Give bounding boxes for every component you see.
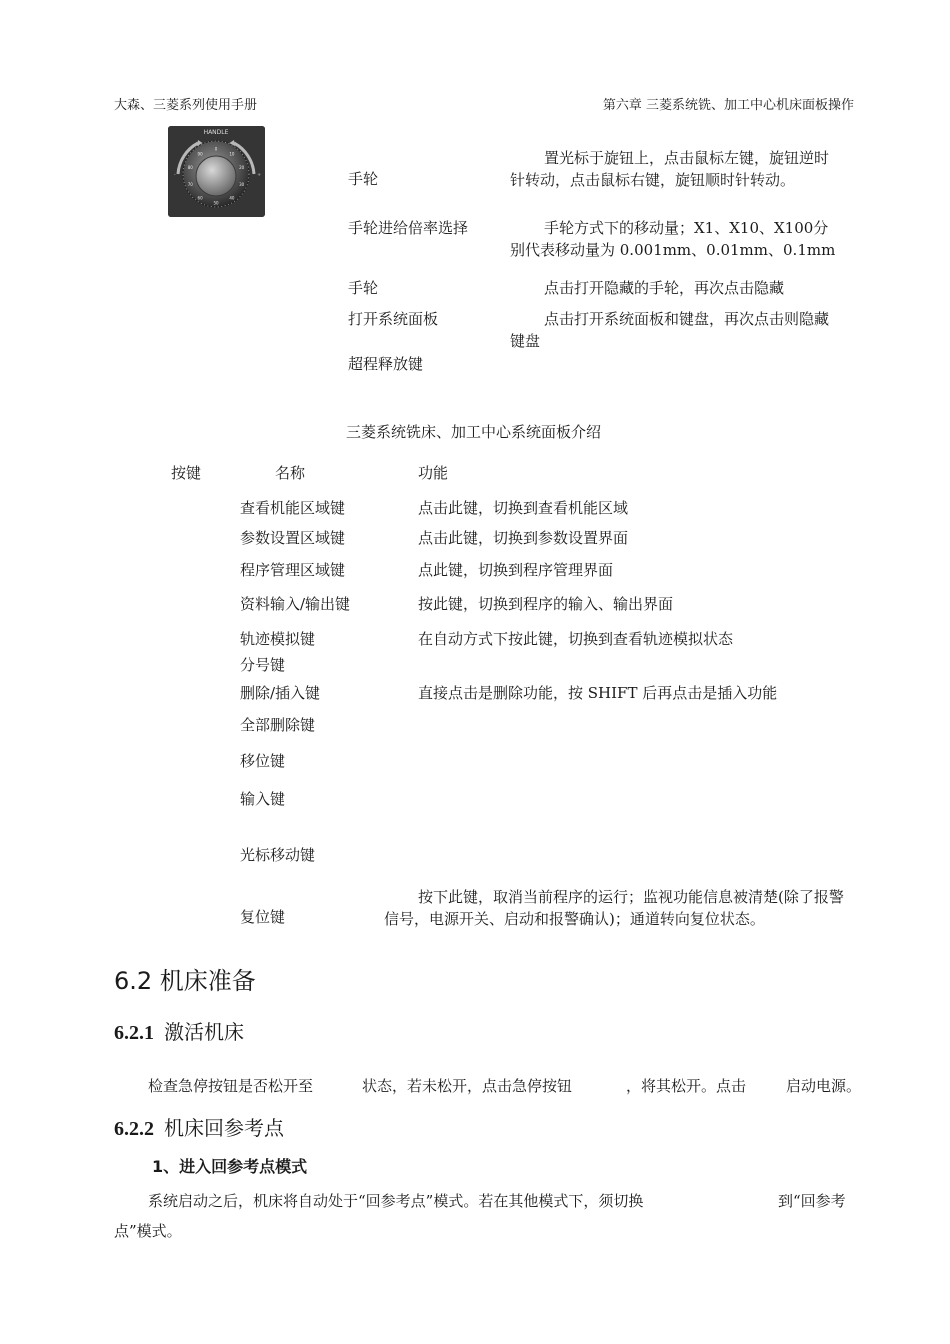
row-feed-rate-name: 手轮进给倍率选择 <box>348 219 469 237</box>
table-row-name: 复位键 <box>240 908 286 926</box>
para-ref-c: 点”模式。 <box>114 1222 182 1240</box>
para-activate-c: ，将其松开。点击 <box>626 1077 747 1095</box>
subheading-enter-ref-mode: 1、进入回参考点模式 <box>152 1157 308 1176</box>
knob-label: HANDLE <box>203 129 229 136</box>
para-ref-a: 系统启动之后，机床将自动处于“回参考点”模式。若在其他模式下，须切换 <box>148 1192 644 1210</box>
header-left: 大森、三菱系列使用手册 <box>114 98 258 113</box>
knob-scale-mark: 20 <box>239 165 245 171</box>
table-row-name: 查看机能区域键 <box>240 499 346 517</box>
heading-number: 6.2.1 <box>114 1022 154 1044</box>
table-row-func: 点击此键，切换到参数设置界面 <box>418 529 629 547</box>
knob-scale-mark: 90 <box>197 151 203 157</box>
row-open-panel-desc: 点击打开系统面板和键盘，再次点击则隐藏键盘 <box>510 310 830 350</box>
heading-6-2-1 <box>114 1016 244 1045</box>
table-row-name: 轨迹模拟键 <box>240 630 316 648</box>
heading-text: 机床回参考点 <box>164 1116 284 1140</box>
para-activate-a: 检查急停按钮是否松开至 <box>148 1077 314 1095</box>
row-handwheel2-name: 手轮 <box>348 279 379 297</box>
table-head-key: 按键 <box>171 464 202 482</box>
heading-text: 激活机床 <box>164 1020 244 1044</box>
knob-scale-mark: 10 <box>229 151 235 157</box>
table-head-name: 名称 <box>275 464 306 482</box>
table-row-func: 点击此键，切换到查看机能区域 <box>418 499 629 517</box>
table-row-name: 删除/插入键 <box>240 684 321 702</box>
section-title: 三菱系统铣床、加工中心系统面板介绍 <box>346 423 602 441</box>
table-row-name: 光标移动键 <box>240 846 316 864</box>
table-row-func: 点此键，切换到程序管理界面 <box>418 561 614 579</box>
table-row-name: 资料输入/输出键 <box>240 595 351 613</box>
table-row-func: 在自动方式下按此键，切换到查看轨迹模拟状态 <box>418 630 734 648</box>
table-row-name: 分号键 <box>240 656 286 674</box>
table-row-name: 程序管理区域键 <box>240 561 346 579</box>
table-row-func: 直接点击是删除功能，按 SHIFT 后再点击是插入功能 <box>418 684 778 702</box>
knob-scale-mark: 80 <box>187 165 193 171</box>
para-activate-b: 状态，若未松开，点击急停按钮 <box>362 1077 573 1095</box>
table-row-func: 按此键，切换到程序的输入、输出界面 <box>418 595 674 613</box>
heading-number: 6.2.2 <box>114 1118 154 1140</box>
row-open-panel-name: 打开系统面板 <box>348 310 439 328</box>
para-ref-b: 到“回参考 <box>778 1192 846 1210</box>
para-activate-d: 启动电源。 <box>786 1077 862 1095</box>
table-head-func: 功能 <box>418 464 449 482</box>
table-row-name: 输入键 <box>240 790 286 808</box>
handwheel-knob-image[interactable] <box>168 126 265 217</box>
row-handwheel-name: 手轮 <box>348 170 379 188</box>
svg-text:+: + <box>257 172 262 178</box>
knob-scale-mark: 30 <box>239 181 245 187</box>
table-row-name: 参数设置区域键 <box>240 529 346 547</box>
knob-scale-mark: 50 <box>213 200 219 206</box>
knob-scale-mark: 70 <box>187 181 193 187</box>
knob-scale-mark: 0 <box>214 146 218 152</box>
knob-scale-mark: 60 <box>197 195 203 201</box>
row-handwheel-desc: 置光标于旋钮上，点击鼠标左键，旋钮逆时针转动，点击鼠标右键，旋钮顺时针转动。 <box>510 149 830 189</box>
table-row-func: 按下此键，取消当前程序的运行；监视功能信息被清楚(除了报警信号，电源开关、启动和报警确认)；通道转向复位状态。 <box>384 888 844 928</box>
table-row-name: 全部删除键 <box>240 716 316 734</box>
svg-text:-: - <box>174 172 176 178</box>
row-handwheel2-desc: 点击打开隐藏的手轮，再次点击隐藏 <box>544 279 785 297</box>
knob-scale-mark: 40 <box>229 195 235 201</box>
heading-6-2-2 <box>114 1112 284 1141</box>
handwheel-icon <box>168 126 265 217</box>
header-right: 第六章 三菱系统铣、加工中心机床面板操作 <box>602 98 854 113</box>
heading-6-2: 6.2 机床准备 <box>114 967 256 995</box>
table-row-name: 移位键 <box>240 752 286 770</box>
row-feed-rate-desc: 手轮方式下的移动量；X1、X10、X100分别代表移动量为 0.001mm、0.01mm、0.1mm <box>510 219 836 259</box>
row-overtravel-name: 超程释放键 <box>348 355 424 373</box>
